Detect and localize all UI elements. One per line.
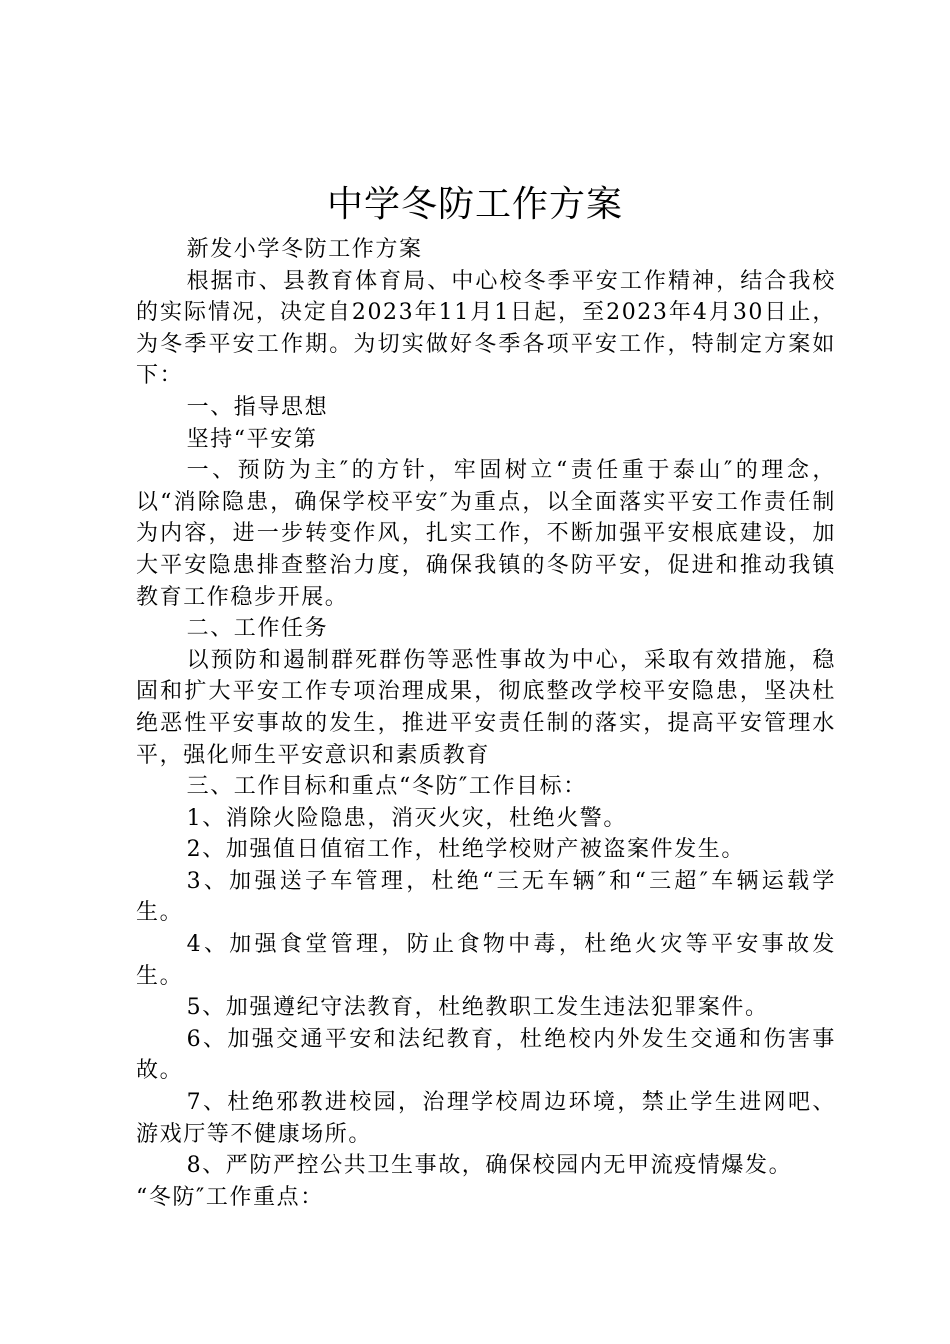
document-body	[136, 234, 836, 1213]
heading-work-tasks: 二、工作任务	[186, 616, 329, 642]
list-item-goal-3: 3、加强送子车管理，杜绝“三无车辆″和“三超″车辆运载学生。	[136, 868, 836, 926]
heading-goals: 三、工作目标和重点“冬防″工作目标：	[186, 774, 587, 800]
paragraph-adhere: 坚持“平安第	[186, 426, 318, 452]
list-item-goal-5: 5、加强遵纪守法教育，杜绝教职工发生违法犯罪案件。	[186, 995, 769, 1021]
list-item-goal-8: 8、严防严控公共卫生事故，确保校园内无甲流疫情爆发。	[186, 1153, 793, 1179]
heading-key-points: “冬防″工作重点：	[136, 1184, 324, 1210]
heading-guiding-ideology: 一、指导思想	[186, 394, 329, 420]
list-item-goal-4: 4、加强食堂管理，防止食物中毒，杜绝火灾等平安事故发生。	[136, 932, 836, 989]
list-item-goal-6: 6、加强交通平安和法纪教育，杜绝校内外发生交通和伤害事故。	[136, 1026, 836, 1084]
list-item-goal-1: 1、消除火险隐患，消灭火灾，杜绝火警。	[186, 805, 627, 831]
list-item-goal-7: 7、杜绝邪教进校园，治理学校周边环境，禁止学生进网吧、游戏厅等不健康场所。	[136, 1090, 836, 1147]
document-title: 中学冬防工作方案	[326, 184, 623, 225]
paragraph-subtitle: 新发小学冬防工作方案	[186, 237, 423, 262]
list-item-goal-2: 2、加强值日值宿工作，杜绝学校财产被盗案件发生。	[186, 837, 745, 863]
paragraph-prevention-first: 一、预防为主″的方针，牢固树立“责任重于泰山″的理念，以“消除隐患，确保学校平安″为重点，以全面落实平安工作责任制为内容，进一步转变作风，扎实工作，不断加强平安根底建设，加大平安隐患排查整治力度，确保我镇的冬防平安，促进和推动我镇教育工作稳步开展。	[136, 458, 836, 610]
paragraph-tasks: 以预防和遏制群死群伤等恶性事故为中心，采取有效措施，稳固和扩大平安工作专项治理成果，彻底整改学校平安隐患，坚决杜绝恶性平安事故的发生，推进平安责任制的落实，提高平安管理水平，强化师生平安意识和素质教育	[136, 647, 836, 768]
paragraph-intro: 根据市、县教育体育局、中心校冬季平安工作精神，结合我校的实际情况，决定自2023年11月1日起，至2023年4月30日止，为冬季平安工作期。为切实做好冬季各项平安工作，特制定方案如下：	[136, 268, 836, 389]
